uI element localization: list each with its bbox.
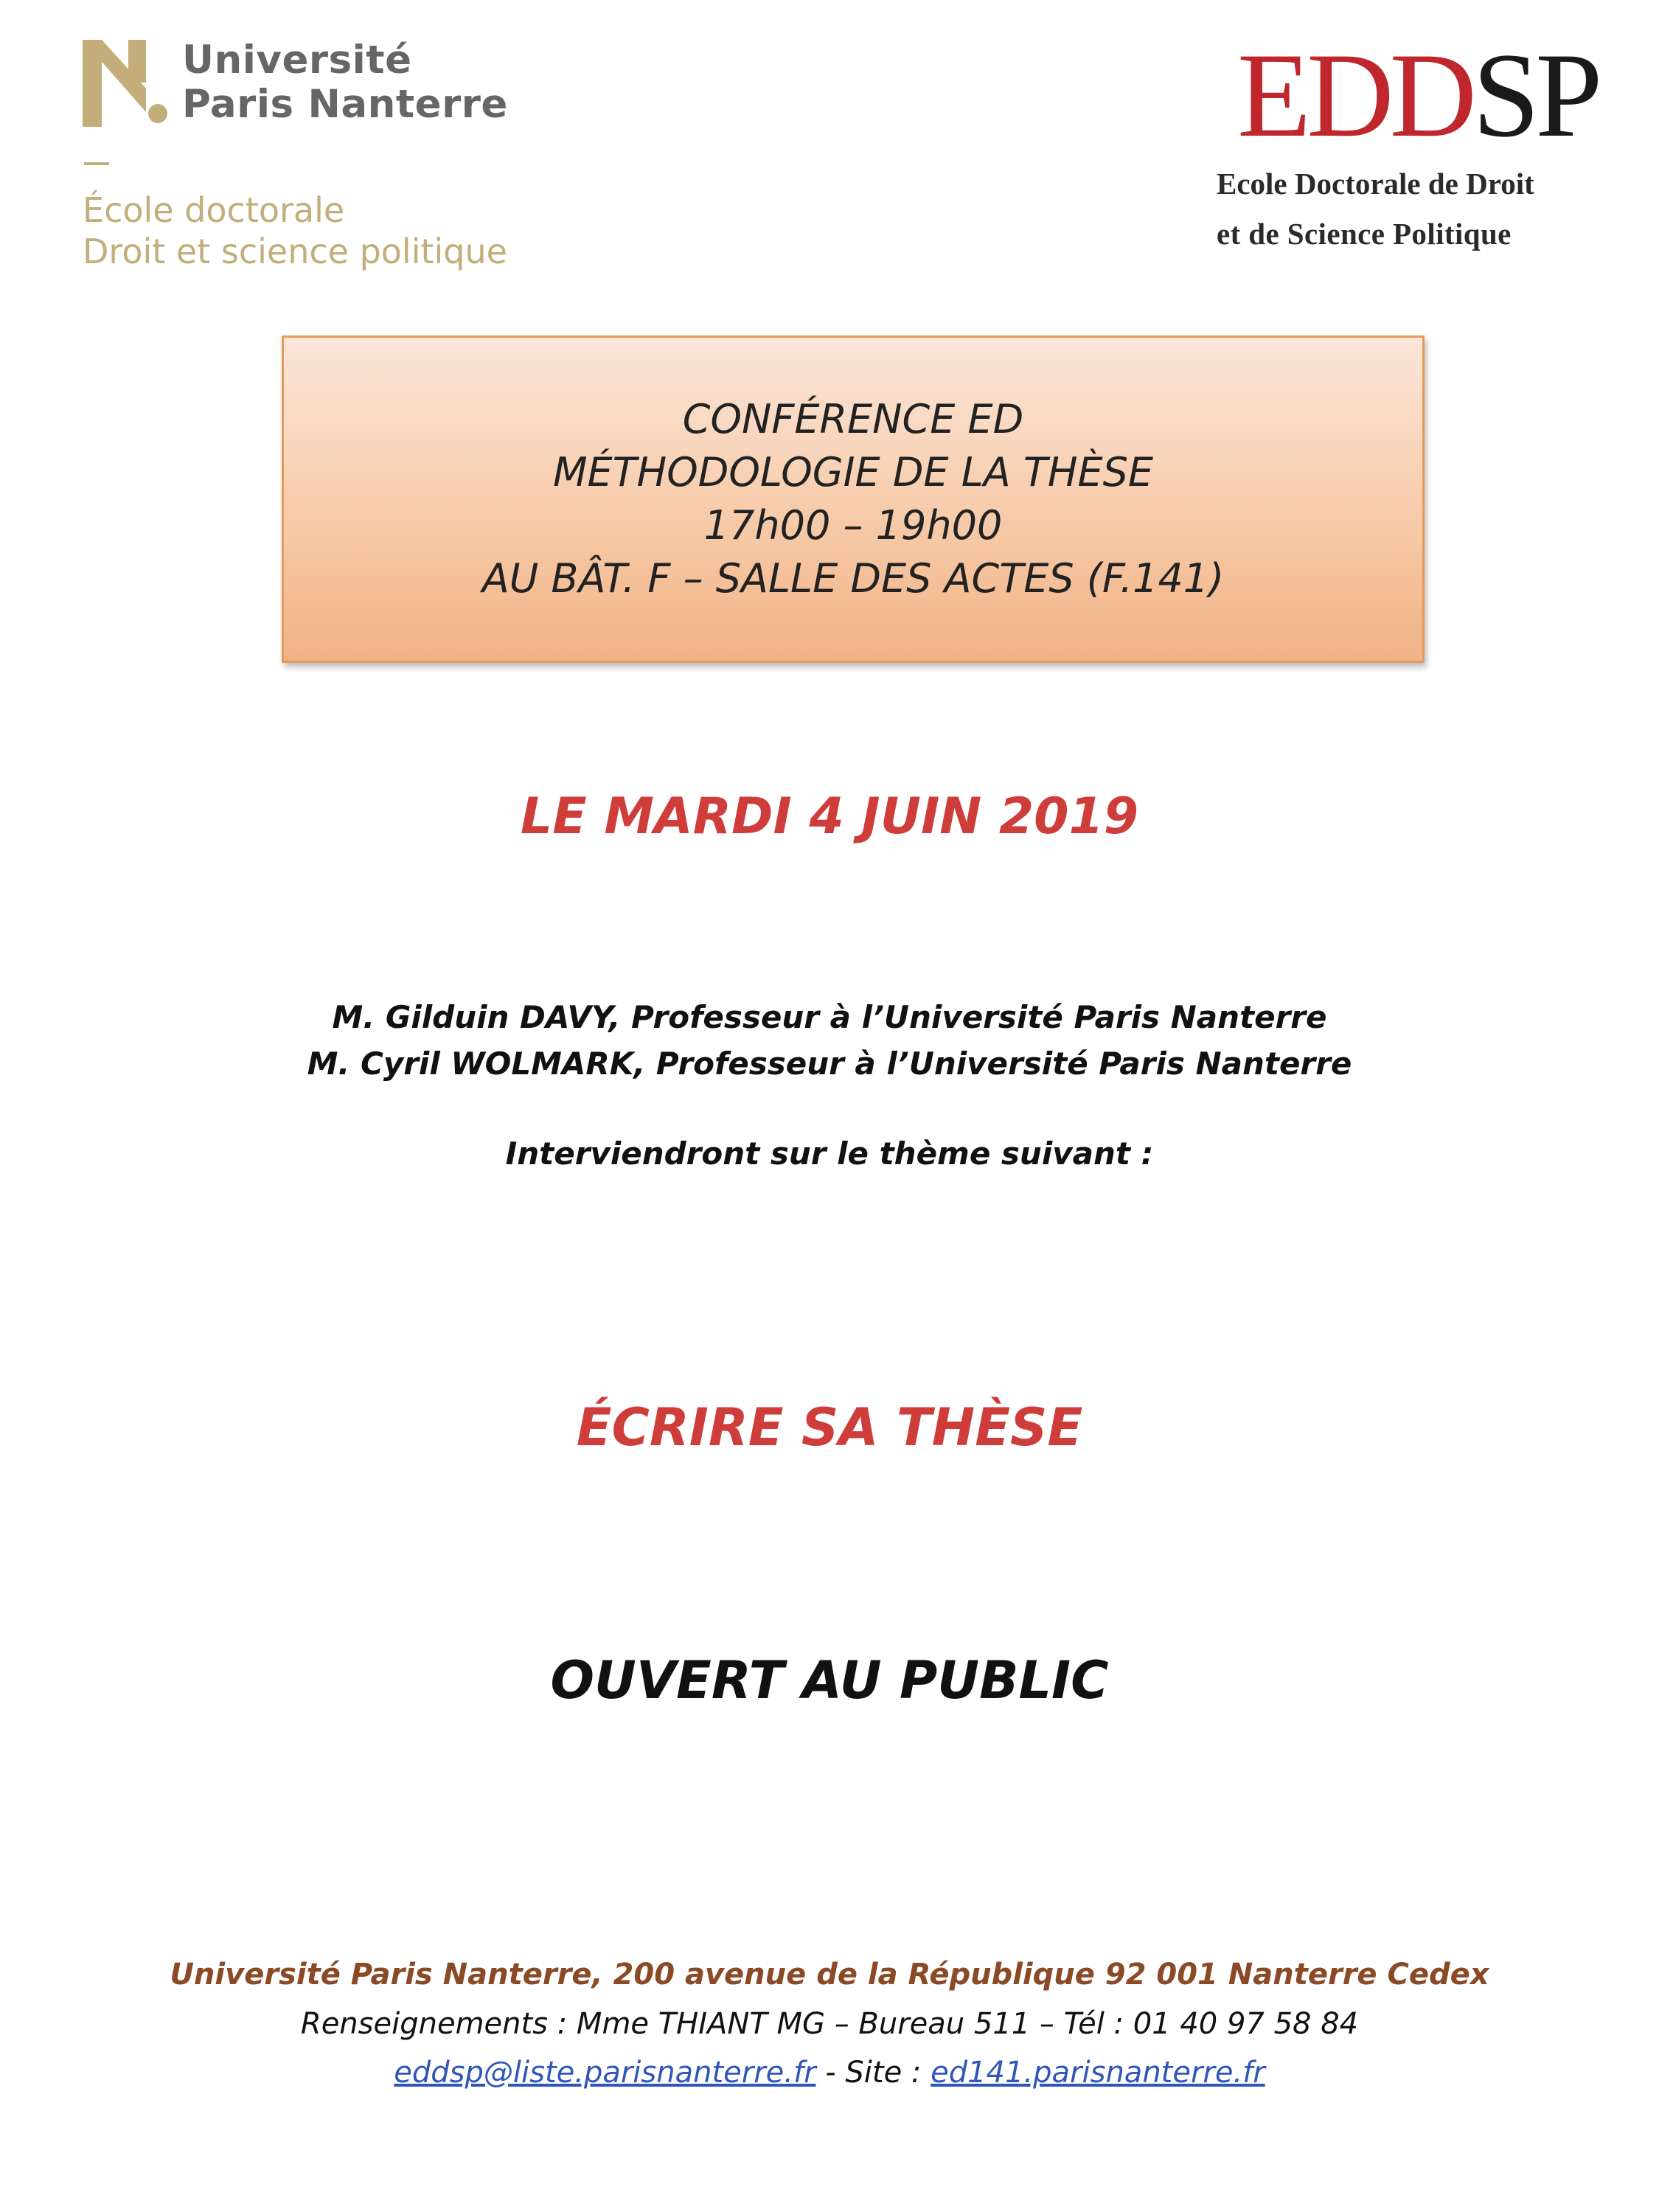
doctoral-school-line2: Droit et science politique (83, 232, 507, 272)
event-date: LE MARDI 4 JUIN 2019 (520, 787, 1139, 846)
eddsp-wordmark (1237, 29, 1599, 162)
eddsp-subtitle-line1: Ecole Doctorale de Droit (1217, 167, 1534, 201)
university-name (182, 38, 508, 127)
conference-subject: MÉTHODOLOGIE DE LA THÈSE (552, 449, 1154, 495)
theme-intro: Interviendront sur le thème suivant : (505, 1135, 1154, 1172)
logo-divider (84, 162, 109, 165)
conference-location: AU BÂT. F – SALLE DES ACTES (F.141) (481, 555, 1225, 602)
conference-info-box (282, 335, 1425, 663)
eddsp-subtitle (1217, 159, 1600, 259)
eddsp-logo (1209, 29, 1599, 257)
email-link[interactable]: eddsp@liste.parisnanterre.fr (394, 2056, 816, 2090)
audience-note: OUVERT AU PUBLIC (550, 1650, 1109, 1711)
footer-contact: Renseignements : Mme THIANT MG – Bureau 511 – Tél : 01 40 97 58 84 (300, 2007, 1359, 2041)
conference-theme: ÉCRIRE SA THÈSE (576, 1397, 1083, 1458)
university-name-line1: Université (182, 38, 412, 83)
eddsp-letters-dd: DD (1307, 29, 1473, 162)
site-link[interactable]: ed141.parisnanterre.fr (931, 2056, 1265, 2090)
speaker-1: M. Gilduin DAVY, Professeur à l’Université Paris Nanterre (332, 999, 1327, 1035)
doctoral-school-line1: École doctorale (83, 190, 345, 230)
footer-address: Université Paris Nanterre, 200 avenue de la République 92 001 Nanterre Cedex (170, 1958, 1489, 1992)
eddsp-subtitle-line2: et de Science Politique (1217, 216, 1512, 251)
conference-time: 17h00 – 19h00 (703, 502, 1003, 549)
nanterre-n-logo-icon (83, 40, 171, 128)
speaker-2: M. Cyril WOLMARK, Professeur à l’Université Paris Nanterre (307, 1046, 1352, 1082)
eddsp-letter-e: E (1237, 29, 1307, 162)
university-name-line2: Paris Nanterre (182, 81, 508, 127)
eddsp-letters-sp: SP (1472, 29, 1599, 162)
universite-paris-nanterre-logo (83, 38, 525, 274)
site-label: - Site : (815, 2056, 931, 2090)
footer-links (0, 2056, 1659, 2090)
conference-title: CONFÉRENCE ED (682, 396, 1024, 442)
doctoral-school-name (83, 189, 507, 272)
